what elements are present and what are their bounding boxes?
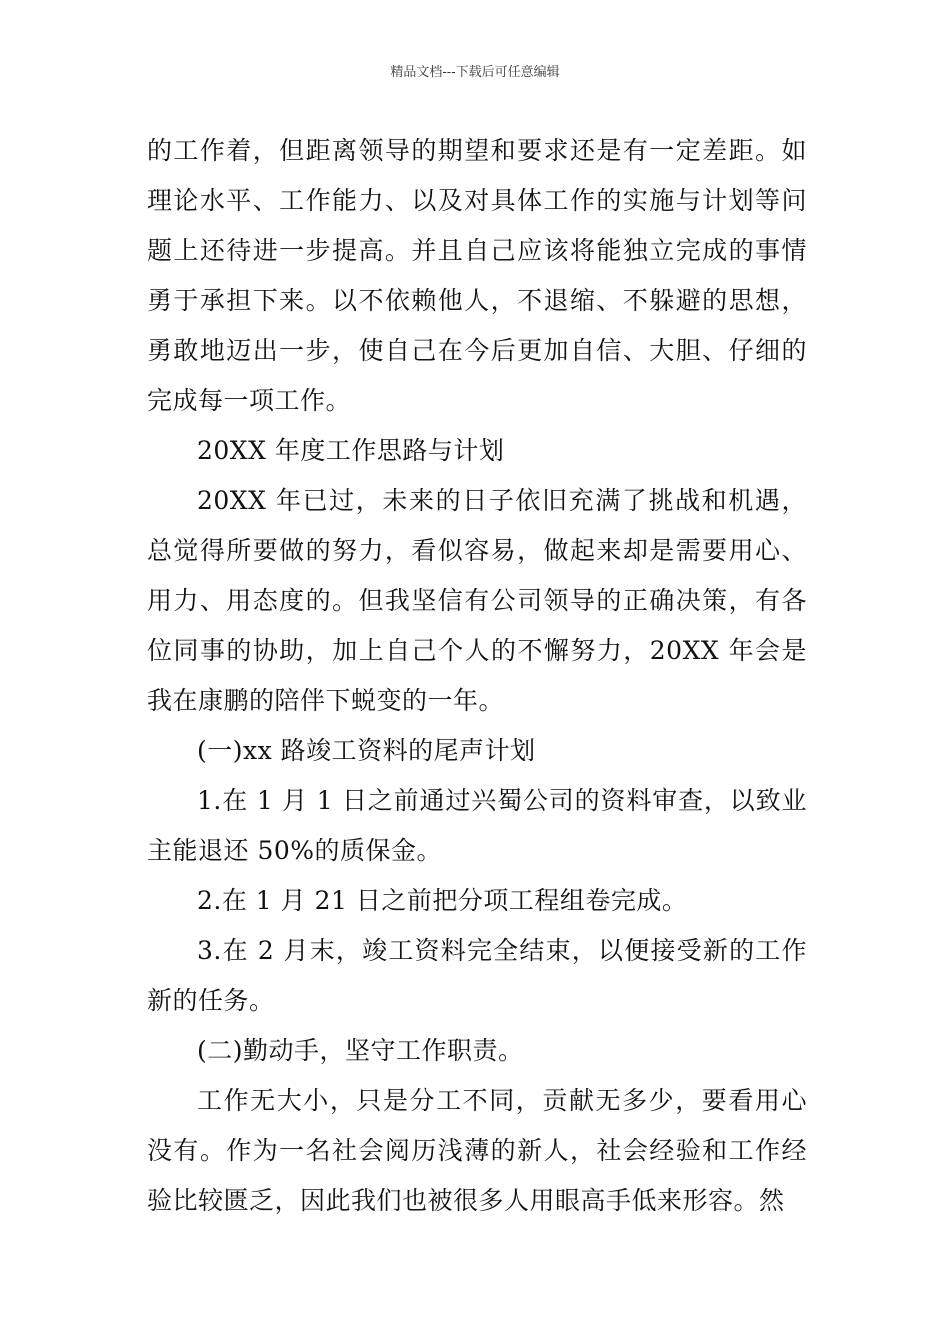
section-heading-annual-plan: 20XX 年度工作思路与计划 [197,436,505,465]
document-body [147,126,807,1226]
paragraph-work-attitude: 工作无大小，只是分工不同，贡献无多少，要看用心没有。作为一名社会阅历浅薄的新人，社会经验和工作经验比较匮乏，因此我们也被很多人用眼高手低来形容。然 [147,1086,807,1215]
paragraph-year-outlook: 20XX 年已过，未来的日子依旧充满了挑战和机遇，总觉得所要做的努力，看似容易，做起来却是需要用心、用力、用态度的。但我坚信有公司领导的正确决策，有各位同事的协助，加上自己个人的不懈努力，20XX 年会是我在康鹏的陪伴下蜕变的一年。 [147,486,807,715]
subheading-completion-documents: (一)xx 路竣工资料的尾声计划 [197,736,536,765]
page-header: 精品文档---下载后可任意编辑 [390,65,560,80]
list-item-1: 1.在 1 月 1 日之前通过兴蜀公司的资料审查，以致业主能退还 50%的质保金。 [147,786,807,865]
paragraph-work-gap: 的工作着，但距离领导的期望和要求还是有一定差距。如理论水平、工作能力、以及对具体工作的实施与计划等问题上还待进一步提高。并且自己应该将能独立完成的事情勇于承担下来。以不依赖他人，不退缩、不躲避的思想，勇敢地迈出一步，使自己在今后更加自信、大胆、仔细的完成每一项工作。 [147,136,807,415]
list-item-2: 2.在 1 月 21 日之前把分项工程组卷完成。 [197,886,688,915]
list-item-3: 3.在 2 月末，竣工资料完全结束，以便接受新的工作新的任务。 [147,936,807,1015]
subheading-diligence: (二)勤动手，坚守工作职责。 [197,1036,524,1065]
